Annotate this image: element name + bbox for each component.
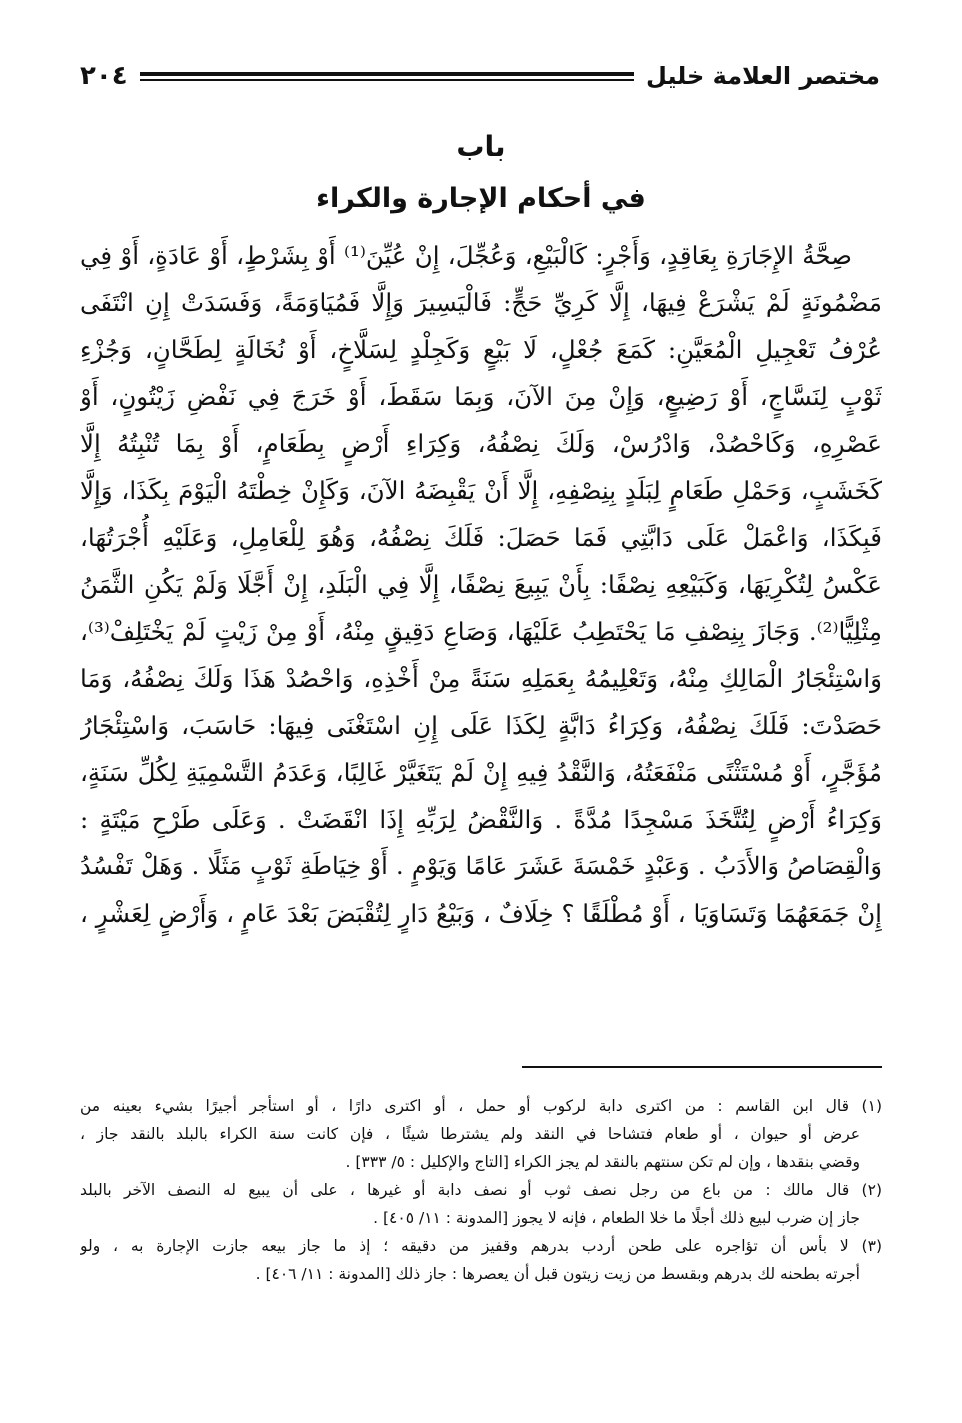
page-header bbox=[80, 56, 880, 96]
text-line: مَضْمُونَةٍ لَمْ يَشْرَعْ فِيهَا، إِلَّا كَرِيِّ حَجٍّ: فَالْيَسِيرَ وَإِلَّا فَمُيَاوَمَةً، وَفَسَدَتْ إِنِ انْتَفَى bbox=[80, 288, 882, 317]
text-line: مِثْلِيًّا⁽²⁾. وَجَازَ بِنِصْفِ مَا يَحْتَطِبُ عَلَيْهَا، وَصَاعِ دَقِيقٍ مِنْهُ، أَوْ مِنْ زَيْتٍ لَمْ يَخْتَلِفْ⁽³⁾، bbox=[80, 617, 882, 646]
footnote-line: (٢) قال مالك : من باع من رجل نصف ثوب أو نصف دابة أو غيرها ، على أن يبيع له النصف الآخر بالبلد bbox=[80, 1181, 882, 1199]
text-line: عَصْرِهِ، وَكَاحْصُدْ، وَادْرُسْ، وَلَكَ نِصْفُهُ، وَكِرَاءِ أَرْضٍ بِطَعَامٍ، أَوْ بِمَا تُنْبِتُهُ إِلَّا bbox=[80, 429, 882, 458]
main-text bbox=[80, 232, 882, 937]
text-line: ثَوْبٍ لِنَسَّاجٍ، أَوْ رَضِيعٍ، وَإِنْ مِنَ الآنَ، وَبِمَا سَقَطَ، أَوْ خَرَجَ فِي نَفْضِ زَيْتُونٍ، أَوْ bbox=[80, 382, 882, 411]
footnote-line: وقضي بنقدها ، وإن لم تكن سنتهم بالنقد لم يجز الكراء [التاج والإكليل : ٥/ ٣٣٣] . bbox=[345, 1153, 860, 1171]
text-line: مُؤَجَّرٍ، أَوْ مُسْتَثْنًى مَنْفَعَتُهُ، وَالنَّقْدُ فِيهِ إِنْ لَمْ يَتَغَيَّرْ غَالِبًا، وَعَدَمُ التَّسْمِيَةِ لِكُلِّ سَنَةٍ، bbox=[80, 758, 882, 787]
text-line: إِنْ جَمَعَهُمَا وَتَسَاوَيَا ، أَوْ مُطْلَقًا ؟ خِلَافٌ ، وَبَيْعُ دَارٍ لِتُقْبَضَ بَعْدَ عَامٍ ، وَأَرْضٍ لِعَشْرٍ ، bbox=[80, 899, 882, 928]
section-heading: باب bbox=[456, 130, 506, 163]
text-line: وَالْقِصَاصُ وَالأَدَبُ . وَعَبْدٍ خَمْسَةَ عَشَرَ عَامًا وَيَوْمٍ . أَوْ خِيَاطَةِ ثَوْبٍ مَثَلًا . وَهَلْ تَفْسُدُ bbox=[80, 852, 882, 880]
text-line: فَبِكَذَا، وَاعْمَلْ عَلَى دَابَّتِي فَمَا حَصَلَ: فَلَكَ نِصْفُهُ، وَهُوَ لِلْعَامِلِ، وَعَلَيْهِ أُجْرَتُهَا، bbox=[80, 523, 882, 552]
chapter-title: في أحكام الإجارة والكراء bbox=[316, 183, 646, 214]
text-line: وَكِرَاءُ أَرْضٍ لِتُتَّخَذَ مَسْجِدًا مُدَّةً . وَالنَّقْضُ لِرَبِّهِ إِذَا انْقَضَتْ . وَعَلَى طَرْحِ مَيْتَةٍ : bbox=[80, 805, 882, 834]
footnote-line: عرض أو حيوان ، أو طعام فتشاحا في النقد ولم يشترطا شيئًا ، فإن كانت سنة الكراء بالبلد بالنقد جاز ، bbox=[80, 1125, 860, 1143]
text-line: صِحَّةُ الإِجَارَةِ بِعَاقِدٍ، وَأَجْرٍ: كَالْبَيْعِ، وَعُجِّلَ، إِنْ عُيِّنَ⁽¹⁾ أَوْ بِشَرْطٍ، أَوْ عَادَةٍ، أَوْ فِي bbox=[80, 241, 852, 270]
footnotes bbox=[80, 1092, 882, 1288]
footnote-line: (١) قال ابن القاسم : من اكترى دابة لركوب أو حمل ، أو اكترى دارًا ، أو استأجر أجيرًا بشيء بعينه من bbox=[80, 1097, 882, 1115]
text-line: عَكْسُ لِتُكْرِيَهَا، وَكَبَيْعِهِ نِصْفًا: بِأَنْ يَبِيعَ نِصْفًا، إِلَّا فِي الْبَلَدِ، إِنْ أَجَّلَا وَلَمْ يَكُنِ الثَّمَنُ bbox=[80, 570, 882, 599]
footnote-separator bbox=[522, 1066, 882, 1068]
text-line: وَاسْتِئْجَارُ الْمَالِكِ مِنْهُ، وَتَعْلِيمُهُ بِعَمَلِهِ سَنَةً مِنْ أَخْذِهِ، وَاحْصُدْ هَذَا وَلَكَ نِصْفُهُ، وَمَا bbox=[80, 664, 882, 693]
header-rule bbox=[140, 72, 634, 81]
page-number: ٢٠٤ bbox=[80, 61, 128, 91]
text-line: عُرْفُ تَعْجِيلِ الْمُعَيَّنِ: كَمَعَ جُعْلٍ، لَا بَيْعٍ وَكَجِلْدٍ لِسَلَّاخٍ، أَوْ نُخَالَةٍ لِطَحَّانٍ، وَجُزْءِ bbox=[80, 335, 882, 364]
footnote-line: أجرته بطحنه لك بدرهم وبقسط من زيت زيتون قبل أن يعصرها : جاز ذلك [المدونة : ١١/ ٤٠٦] . bbox=[255, 1265, 860, 1283]
book-title: مختصر العلامة خليل bbox=[646, 62, 880, 90]
footnote-line: جاز إن ضرب لبيع ذلك أجلًا ما خلا الطعام ، فإنه لا يجوز [المدونة : ١١/ ٤٠٥] . bbox=[373, 1209, 860, 1227]
text-line: حَصَدْتَ: فَلَكَ نِصْفُهُ، وَكِرَاءُ دَابَّةٍ لِكَذَا عَلَى إِنِ اسْتَغْنَى فِيهَا: حَاسَبَ، وَاسْتِئْجَارُ bbox=[80, 711, 882, 740]
footnote-line: (٣) لا بأس أن تؤاجره على طحن أردب بدرهم وقفيز من دقيقه ؛ إذ ما جاز بيعه جازت الإجارة به ، ولو bbox=[80, 1237, 882, 1255]
text-line: كَخَشَبٍ، وَحَمْلِ طَعَامٍ لِبَلَدٍ بِنِصْفِهِ، إِلَّا أَنْ يَقْبِضَهُ الآنَ، وَكَإِنْ خِطْتَهُ الْيَوْمَ بِكَذَا، وَإِلَّا bbox=[80, 476, 882, 505]
